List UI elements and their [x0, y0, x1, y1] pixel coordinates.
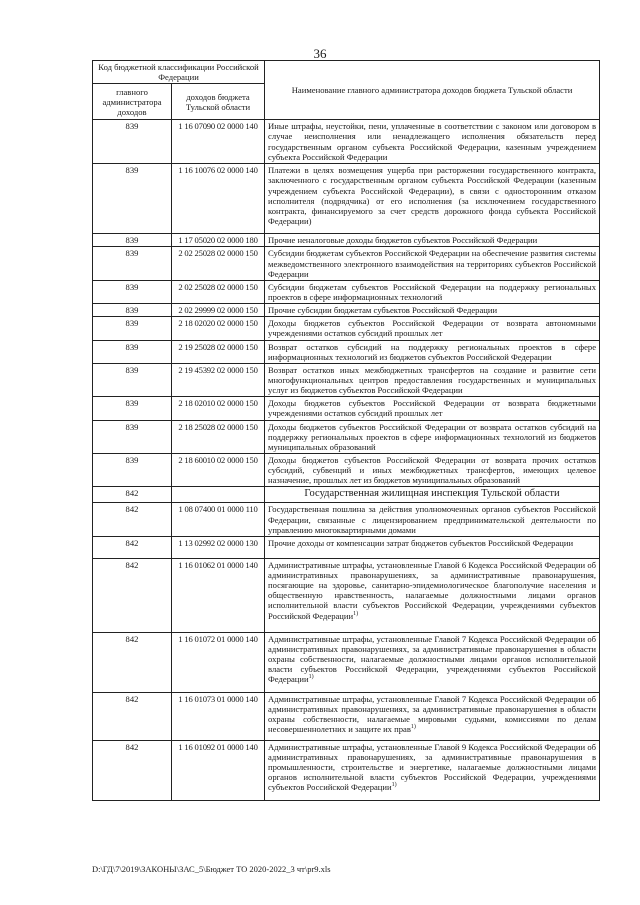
revenue-code: 1 16 01072 01 0000 140 [172, 632, 265, 692]
table-row [93, 304, 600, 317]
revenue-name-text: Административные штрафы, установленные Главой 9 Кодекса Российской Федерации об административных правонарушениях, за административные правонарушения в промышленности, строительстве и энергетике, налагаемые должностными лицами органов исполнительной власти субъектов Российской Федерации, учреждениями субъектов Российской Федерации [268, 741, 597, 793]
table-row [93, 280, 600, 303]
revenue-name: Доходы бюджетов субъектов Российской Федерации от возврата прочих остатков субсидий, субвенций и иных межбюджетных трансфертов, имеющих целевое назначение, прошлых лет из бюджетов муниципальных образований [265, 453, 600, 486]
revenue-name: Платежи в целях возмещения ущерба при расторжении государственного контракта, заключенного с государственным органом субъекта Российской Федерации (казенным учреждением субъекта Российской Федерации), в связи с односторонним отказом исполнителя (подрядчика) от его исполнения (за исключением государственного контракта, финансируемого за счет средств дорожного фонда субъекта Российской Федерации) [265, 164, 600, 234]
table-row [93, 317, 600, 340]
table-row [93, 164, 600, 234]
revenue-name: Доходы бюджетов субъектов Российской Федерации от возврата бюджетными учреждениями остатков субсидий прошлых лет [265, 397, 600, 420]
admin-code: 839 [93, 453, 172, 486]
revenue-code: 2 02 25028 02 0000 150 [172, 280, 265, 303]
admin-code: 839 [93, 340, 172, 363]
revenue-code: 1 08 07400 01 0000 110 [172, 503, 265, 536]
revenue-name [265, 692, 600, 740]
revenue-name: Возврат остатков субсидий на поддержку региональных проектов в сфере информационных технологий из бюджетов субъектов Российской Федерации [265, 340, 600, 363]
admin-code: 839 [93, 234, 172, 247]
header-budget-classification-code: Код бюджетной классификации Российской Федерации [93, 61, 265, 84]
revenue-code: 2 18 02010 02 0000 150 [172, 397, 265, 420]
table-row [93, 558, 600, 632]
revenue-name: Субсидии бюджетам субъектов Российской Федерации на поддержку региональных проектов в сфере информационных технологий [265, 280, 600, 303]
revenue-code: 2 18 60010 02 0000 150 [172, 453, 265, 486]
revenue-code: 1 16 01092 01 0000 140 [172, 740, 265, 800]
revenue-code: 1 17 05020 02 0000 180 [172, 234, 265, 247]
admin-code: 839 [93, 280, 172, 303]
revenue-name-text: Административные штрафы, установленные Главой 7 Кодекса Российской Федерации об административных правонарушениях, за административные правонарушения в области охраны собственности, налагаемые мировыми судьями, комиссиями по делам несовершеннолетних и защите их прав [268, 693, 597, 735]
section-empty-cell [172, 487, 265, 503]
revenue-code: 2 02 25028 02 0000 150 [172, 247, 265, 280]
admin-code: 842 [93, 558, 172, 632]
revenue-code: 1 16 07090 02 0000 140 [172, 120, 265, 164]
revenue-name-text: Административные штрафы, установленные Главой 6 Кодекса Российской Федерации об административных правонарушениях, за административные правонарушения, посягающие на здоровье, санитарно-эпидемиологическое благополучие населения и общественную нравственность, налагаемые должностными лицами органов исполнительной власти субъектов Российской Федерации, учреждениями субъектов Российской Федерации [268, 559, 597, 621]
footnote-mark: 1) [391, 782, 397, 789]
revenue-code: 2 18 25028 02 0000 150 [172, 420, 265, 453]
footnote-mark: 1) [353, 610, 359, 617]
revenue-name: Доходы бюджетов субъектов Российской Федерации от возврата остатков субсидий на поддержку региональных проектов в сфере информационных технологий из бюджетов муниципальных образований [265, 420, 600, 453]
file-path-footer: D:\ГД\7\2019\ЗАКОНЫ\ЗАС_5\Бюджет ТО 2020-2022_3 чт\pr9.xls [92, 864, 331, 874]
admin-code: 839 [93, 247, 172, 280]
admin-code: 842 [93, 503, 172, 536]
header-revenue-code: доходов бюджета Тульской области [172, 84, 265, 120]
table-row [93, 632, 600, 692]
admin-code: 842 [93, 692, 172, 740]
admin-code: 839 [93, 164, 172, 234]
revenue-name [265, 558, 600, 632]
table-body [93, 120, 600, 801]
admin-code: 839 [93, 397, 172, 420]
header-administrator-name: Наименование главного администратора доходов бюджета Тульской области [265, 61, 600, 120]
table-row [93, 536, 600, 558]
admin-code: 839 [93, 363, 172, 396]
revenue-name [265, 632, 600, 692]
revenue-name: Иные штрафы, неустойки, пени, уплаченные в соответствии с законом или договором в случае неисполнения или ненадлежащего исполнения обязательств перед государственным органом субъекта Российской Федерации, казенным учреждением субъекта Российской Федерации [265, 120, 600, 164]
revenue-name-text: Административные штрафы, установленные Главой 7 Кодекса Российской Федерации об административных правонарушениях, за административные правонарушения в области охраны собственности, налагаемые должностными лицами органов исполнительной власти субъектов Российской Федерации, учреждениями субъектов Российской Федерации [268, 633, 597, 685]
admin-code: 839 [93, 420, 172, 453]
table-row [93, 363, 600, 396]
admin-code: 842 [93, 632, 172, 692]
table-row [93, 397, 600, 420]
admin-code: 839 [93, 120, 172, 164]
revenue-code: 1 16 01062 01 0000 140 [172, 558, 265, 632]
revenue-administrators-table [92, 60, 600, 801]
admin-code: 842 [93, 740, 172, 800]
table-row [93, 740, 600, 800]
admin-code: 839 [93, 304, 172, 317]
revenue-code: 2 18 02020 02 0000 150 [172, 317, 265, 340]
revenue-code: 1 13 02992 02 0000 130 [172, 536, 265, 558]
table-row [93, 503, 600, 536]
revenue-name: Субсидии бюджетам субъектов Российской Федерации на обеспечение развития системы межведомственного электронного взаимодействия на территориях субъектов Российской Федерации [265, 247, 600, 280]
footnote-mark: 1) [410, 724, 416, 731]
table-row [93, 692, 600, 740]
section-title: Государственная жилищная инспекция Тульской области [265, 487, 600, 503]
section-admin-code: 842 [93, 487, 172, 503]
revenue-code: 1 16 10076 02 0000 140 [172, 164, 265, 234]
header-chief-administrator: главного администратора доходов [93, 84, 172, 120]
revenue-code: 2 02 29999 02 0000 150 [172, 304, 265, 317]
table-row [93, 120, 600, 164]
revenue-code: 1 16 01073 01 0000 140 [172, 692, 265, 740]
revenue-name: Прочие доходы от компенсации затрат бюджетов субъектов Российской Федерации [265, 536, 600, 558]
revenue-name: Доходы бюджетов субъектов Российской Федерации от возврата автономными учреждениями остатков субсидий прошлых лет [265, 317, 600, 340]
table-row [93, 420, 600, 453]
revenue-name [265, 740, 600, 800]
admin-code: 839 [93, 317, 172, 340]
revenue-code: 2 19 45392 02 0000 150 [172, 363, 265, 396]
revenue-name: Государственная пошлина за действия уполномоченных органов субъектов Российской Федерации, связанные с лицензированием предпринимательской деятельности по управлению многоквартирными домами [265, 503, 600, 536]
table-row [93, 234, 600, 247]
section-row [93, 487, 600, 503]
table-row [93, 453, 600, 486]
table-row [93, 340, 600, 363]
page-number: 36 [313, 46, 327, 61]
revenue-code: 2 19 25028 02 0000 150 [172, 340, 265, 363]
admin-code: 842 [93, 536, 172, 558]
revenue-name: Прочие неналоговые доходы бюджетов субъектов Российской Федерации [265, 234, 600, 247]
revenue-name: Прочие субсидии бюджетам субъектов Российской Федерации [265, 304, 600, 317]
table-row [93, 247, 600, 280]
footnote-mark: 1) [308, 674, 314, 681]
revenue-name: Возврат остатков иных межбюджетных трансфертов на создание и развитие сети многофункциональных центров предоставления государственных и муниципальных услуг из бюджетов субъектов Российской Федерации [265, 363, 600, 396]
